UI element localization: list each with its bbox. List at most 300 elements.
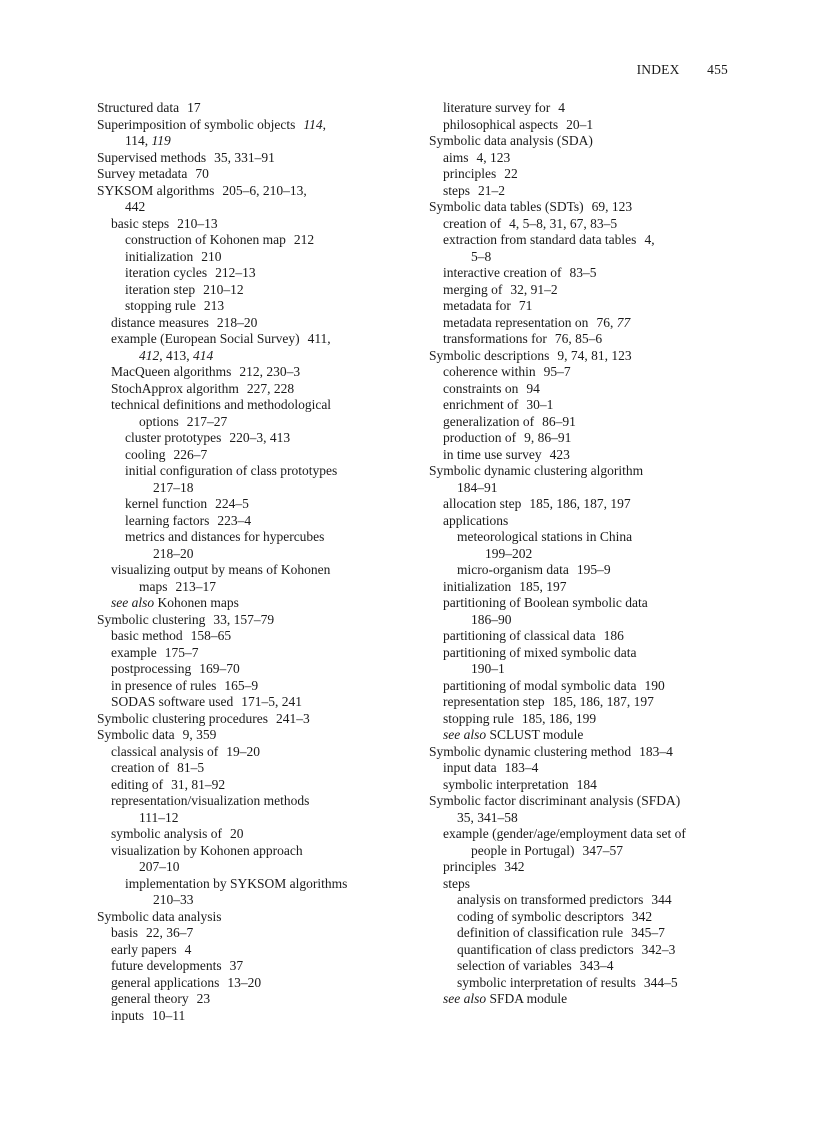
index-term: kernel function [125,496,208,511]
index-entry [97,265,397,282]
page-refs: 212, 230–3 [239,364,301,379]
index-entry [97,892,397,909]
index-entry [97,579,397,596]
page-refs: 212 [293,232,315,247]
page-refs: 224–5 [215,496,249,511]
index-entry [97,612,397,629]
page-refs: 227, 228 [246,380,295,396]
index-entry [429,958,739,975]
index-term: Survey metadata [97,166,188,181]
index-term: principles [443,166,497,181]
index-entry [97,991,397,1008]
index-term: Kohonen maps [157,595,239,610]
page-refs: 212–13 [215,265,256,280]
page-refs: 342–3 [641,941,676,957]
index-term: coding of symbolic descriptors [457,908,624,924]
page-refs: 344–5 [643,974,678,990]
index-entry [97,480,397,497]
page-refs: 22 [504,166,518,181]
index-term: creation of [111,760,170,775]
index-term: cluster prototypes [125,430,222,445]
index-term: steps [443,182,470,198]
index-entry [429,529,739,546]
index-term: postprocessing [111,661,192,676]
index-term: iteration cycles [125,265,208,280]
index-entry [97,150,397,167]
index-term: future developments [111,958,222,973]
page-refs: 210–13 [177,215,218,231]
index-entry: 412, 413, 414 [139,347,214,363]
page-refs: 184 [576,776,597,792]
index-term: StochApprox algorithm [111,380,239,396]
index-entry [97,331,397,348]
index-entry [97,810,397,827]
page-refs: 81–5 [177,760,205,775]
page-refs: 190 [644,677,665,693]
index-term: in time use survey [443,446,542,462]
index-entry [97,315,397,332]
index-entry [97,925,397,942]
index-term: implementation by SYKSOM algorithms [125,875,348,891]
index-entry [429,942,739,959]
index-entry [97,975,397,992]
index-term: Symbolic dynamic clustering method [429,743,632,759]
index-entry [97,859,397,876]
index-entry [97,232,397,249]
page-refs: 20 [230,826,244,841]
index-term: allocation step [443,496,522,511]
page-refs: 218–20 [153,545,194,561]
index-term: Symbolic factor discriminant analysis (SFDA) [429,793,681,808]
index-entry [429,150,739,167]
index-entry [429,991,739,1008]
index-entry [97,496,397,513]
index-entry [429,447,739,464]
index-term: Symbolic data tables (SDTs) [429,199,584,214]
page-number: 455 [707,62,728,77]
page-refs: 186 [603,628,624,643]
index-entry [429,628,739,645]
page-refs: 31, 81–92 [171,776,226,792]
page-refs: 69, 123 [591,199,633,214]
index-term: distance measures [111,314,209,330]
page-refs: 210–12 [203,281,244,297]
index-entry [97,876,397,893]
index-term: visualizing output by means of Kohonen [111,562,331,577]
index-entry [97,183,397,200]
page-refs: 4, 123 [476,149,511,165]
page-refs: 86–91 [542,413,576,429]
index-entry [429,463,739,480]
page-refs: 184–91 [457,479,498,495]
index-entry [97,958,397,975]
page-refs: 9, 359 [182,727,217,742]
index-entry [429,166,739,183]
page-refs: 175–7 [164,644,199,660]
index-entry [97,546,397,563]
page-refs: 342 [504,859,525,874]
index-entry [429,298,739,315]
page-refs: 30–1 [526,397,554,412]
index-term: metadata for [443,298,511,313]
index-term: initial configuration of class prototypes [125,463,338,478]
index-term: visualization by Kohonen approach [111,842,303,858]
index-term: principles [443,859,497,874]
page-refs: 4 [558,100,565,115]
index-term: example [111,644,157,660]
index-term: stopping rule [443,710,514,726]
index-term: basic method [111,628,183,643]
index-entry [97,381,397,398]
index-term: Supervised methods [97,149,207,165]
page-refs: 76, 77 [596,314,631,330]
index-entry [429,315,739,332]
index-entry [429,100,739,117]
index-entry [429,892,739,909]
index-column-right [429,100,739,1008]
index-entry [429,843,739,860]
index-entry [97,282,397,299]
page-refs: 9, 86–91 [524,430,572,445]
page-refs: 213 [203,298,225,313]
index-entry [97,216,397,233]
page-refs: 114, 119 [125,133,171,148]
index-entry [97,744,397,761]
index-term: basic steps [111,215,170,231]
index-entry [429,975,739,992]
index-term: representation/visualization methods [111,793,310,808]
page-refs: 33, 157–79 [213,611,275,627]
page-refs: 210 [201,248,222,264]
index-term: example (gender/age/employment data set of [443,826,686,841]
page-refs: 19–20 [226,743,260,759]
index-term: partitioning of modal symbolic data [443,677,637,693]
page-refs: 76, 85–6 [554,331,603,346]
index-term: early papers [111,941,177,957]
page-refs: 165–9 [224,677,259,693]
page-refs: 220–3, 413 [229,430,291,445]
page-refs: 217–27 [186,413,228,429]
index-entry [429,496,739,513]
index-term: general applications [111,974,220,990]
index-entry [429,216,739,233]
index-term: extraction from standard data tables [443,232,637,247]
index-term: symbolic analysis of [111,826,222,841]
page-refs: 114, [303,116,326,132]
index-entry [97,661,397,678]
index-entry [97,447,397,464]
index-entry [429,645,739,662]
page-refs: 185, 186, 199 [521,710,597,726]
index-entry [429,909,739,926]
index-term: Superimposition of symbolic objects [97,116,296,132]
page-refs: 169–70 [199,661,240,676]
page-refs: 185, 197 [519,578,567,594]
page-refs: 186–90 [471,611,512,627]
index-entry [429,562,739,579]
index-entry [429,760,739,777]
index-term: literature survey for [443,100,551,115]
index-term: symbolic interpretation of results [457,974,636,990]
page-refs: 190–1 [471,661,505,676]
index-term: philosophical aspects [443,116,559,132]
index-term: quantification of class predictors [457,941,634,957]
index-term: stopping rule [125,298,196,313]
index-term: construction of Kohonen map [125,232,286,247]
index-term: inputs [111,1007,145,1023]
index-entry [97,513,397,530]
index-term: merging of [443,281,503,297]
index-term: Symbolic dynamic clustering algorithm [429,463,644,478]
index-entry [429,348,739,365]
index-entry [429,364,739,381]
index-term: production of [443,430,517,445]
index-term: partitioning of Boolean symbolic data [443,595,648,610]
index-entry [429,595,739,612]
index-column-left [97,100,397,1024]
index-term: SFDA module [489,991,568,1006]
index-entry [429,744,739,761]
index-term: Symbolic clustering procedures [97,710,268,726]
page-refs: 218–20 [216,314,258,330]
page-refs: 199–202 [485,545,533,561]
page-refs: 171–5, 241 [241,694,302,709]
page-refs: 183–4 [639,743,673,759]
index-entry [429,711,739,728]
index-term: generalization of [443,413,535,429]
index-entry [97,117,397,134]
page-refs: 35, 341–58 [457,809,518,825]
index-entry [97,414,397,431]
index-entry [97,727,397,744]
page-refs: 10–11 [152,1007,186,1023]
index-entry [429,876,739,893]
index-entry [97,133,397,150]
page-refs: 9, 74, 81, 123 [557,347,632,363]
page-refs: 344 [651,892,672,907]
index-entry [429,925,739,942]
index-term: technical definitions and methodological [111,397,332,412]
index-entry [429,414,739,431]
page-refs: 442 [125,199,146,214]
index-entry [429,183,739,200]
index-term: iteration step [125,281,196,297]
page-refs: 95–7 [543,364,571,379]
page-refs: 13–20 [227,974,262,990]
index-term: input data [443,760,497,775]
page-refs: 83–5 [569,265,597,280]
index-term: people in Portugal) [471,842,575,858]
page-refs: 223–4 [217,512,252,528]
index-term: Symbolic data [97,727,175,742]
page-refs: 226–7 [173,446,208,462]
index-entry [97,199,397,216]
index-term: Symbolic data analysis (SDA) [429,133,593,148]
index-entry [429,678,739,695]
index-term: interactive creation of [443,265,562,280]
page-refs: 217–18 [153,479,194,495]
page-refs: 37 [229,958,244,973]
index-term: maps [139,578,168,594]
index-entry [97,166,397,183]
page-refs: 94 [526,380,540,396]
index-entry [97,430,397,447]
index-entry [429,793,739,810]
index-entry [429,546,739,563]
page-refs: 185, 186, 187, 197 [552,694,654,709]
index-entry [429,232,739,249]
page-refs: 20–1 [566,116,594,132]
index-term: MacQueen algorithms [111,364,232,379]
index-entry [97,777,397,794]
index-term: micro-organism data [457,562,569,577]
index-entry [429,480,739,497]
page-refs: 213–17 [175,578,216,594]
index-term: metadata representation on [443,314,589,330]
index-term: constraints on [443,380,519,396]
see-also-label: see also [443,991,490,1006]
page-refs: 23 [196,991,211,1006]
page-refs: 4 [184,941,192,957]
index-entry [429,397,739,414]
page-refs: 111–12 [139,809,179,825]
index-term: analysis on transformed predictors [457,892,644,907]
index-entry [429,331,739,348]
index-term: aims [443,149,469,165]
page-refs: 158–65 [190,628,232,643]
index-entry [429,117,739,134]
index-term: partitioning of mixed symbolic data [443,644,637,660]
index-term: Structured data [97,100,180,115]
index-entry [429,859,739,876]
index-term: options [139,413,179,429]
see-also-label: see also [443,727,490,742]
index-term: editing of [111,776,164,792]
index-term: example (European Social Survey) [111,331,300,346]
index-entry [97,942,397,959]
page-refs: 343–4 [579,958,614,973]
index-entry [97,397,397,414]
index-term: definition of classification rule [457,925,624,940]
index-term: meteorological stations in China [457,529,633,544]
index-entry [429,430,739,447]
page-refs: 71 [518,298,533,313]
page-refs: 4, 5–8, 31, 67, 83–5 [509,215,618,231]
index-entry [97,760,397,777]
index-term: selection of variables [457,958,572,973]
index-entry [97,628,397,645]
index-term: steps [443,875,470,891]
index-entry [429,612,739,629]
index-entry [97,463,397,480]
index-term: in presence of rules [111,677,217,693]
index-term: transformations for [443,331,547,346]
page-refs: 345–7 [631,925,665,940]
page-refs: 32, 91–2 [510,281,558,297]
index-term: symbolic interpretation [443,776,569,792]
index-entry [429,249,739,266]
index-entry [97,645,397,662]
page-refs: 423 [549,446,570,462]
index-entry [429,777,739,794]
index-entry [429,513,739,530]
index-entry [97,529,397,546]
index-term: classical analysis of [111,743,219,759]
page-refs: 4, [644,232,655,247]
index-entry [429,727,739,744]
index-entry [429,265,739,282]
index-entry [97,678,397,695]
index-entry [97,298,397,315]
index-term: SODAS software used [111,694,234,709]
index-entry [97,100,397,117]
page-refs: 35, 331–91 [214,149,275,165]
index-entry [97,711,397,728]
index-term: partitioning of classical data [443,628,596,643]
index-entry [429,826,739,843]
page-refs: 207–10 [139,859,180,874]
index-entry [429,579,739,596]
index-term: Symbolic data analysis [97,908,222,924]
index-entry [97,793,397,810]
index-term: enrichment of [443,397,519,412]
index-term: SYKSOM algorithms [97,182,215,198]
page-refs: 342 [631,908,653,924]
index-entry [97,843,397,860]
index-entry [429,199,739,216]
index-term: general theory [111,991,189,1006]
index-entry [97,1008,397,1025]
page-refs: 22, 36–7 [146,925,194,940]
page-refs: 411, [307,331,331,346]
index-term: Symbolic descriptions [429,347,550,363]
index-entry [97,249,397,266]
index-entry [429,381,739,398]
index-entry [97,694,397,711]
index-term: initialization [125,248,194,264]
index-term: SCLUST module [489,727,584,742]
index-entry [97,364,397,381]
page-refs: 347–57 [582,842,623,858]
index-entry [97,562,397,579]
index-entry [429,661,739,678]
index-term: creation of [443,215,502,231]
page-refs: 241–3 [275,710,310,726]
page-refs: 210–33 [153,892,194,907]
index-term: cooling [125,446,166,462]
page-refs: 17 [187,100,201,115]
index-term: Symbolic clustering [97,611,206,627]
see-also-label: see also [111,595,158,610]
index-entry [429,810,739,827]
index-term: applications [443,512,509,528]
index-term: coherence within [443,364,536,379]
index-entry [429,694,739,711]
page-refs: 205–6, 210–13, [222,182,307,198]
index-term: representation step [443,694,545,709]
page-refs: 5–8 [471,248,492,264]
running-header [637,62,728,78]
header-label: INDEX [636,62,680,77]
page-refs: 183–4 [504,760,539,775]
page-refs: 195–9 [576,562,611,577]
index-entry [97,826,397,843]
index-entry [97,595,397,612]
index-entry [429,282,739,299]
index-term: learning factors [125,512,210,528]
index-term: metrics and distances for hypercubes [125,529,325,544]
page-refs: 185, 186, 187, 197 [529,496,631,511]
